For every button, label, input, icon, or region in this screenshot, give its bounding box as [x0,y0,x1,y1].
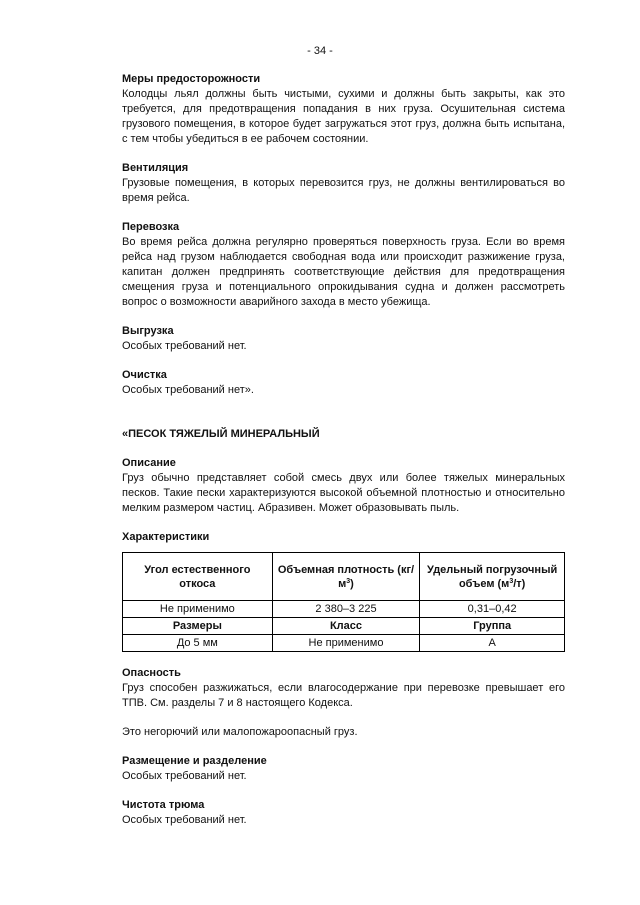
hold-cleanliness-text: Особых требований нет. [122,814,247,826]
description-heading: Описание [122,457,176,469]
stowage-heading: Размещение и разделение [122,755,267,767]
characteristics-table [122,552,565,652]
hazard-text: Груз способен разжижаться, если влагосодержание при перевозке превышает его ТПВ. См. разделы 7 и 8 настоящего Кодекса. [122,682,565,709]
precautions-text: Колодцы льял должны быть чистыми, сухими и должны быть закрыты, как это требуется, для предотвращения попадания в них груза. Осушительная система грузового помещения, в которое будет загружаться этот груз, должна быть испытана, с тем чтобы убедиться в ее рабочем состоянии. [122,88,565,145]
table-cell: A [420,635,565,652]
description-text: Груз обычно представляет собой смесь двух или более тяжелых минеральных песков. Такие пески характеризуются высокой объемной плотностью и относительно мелким размером частиц. Абразивен. Может образовывать пыль. [122,472,565,514]
subheader-size: Размеры [123,618,273,635]
page-number: - 34 - [307,45,333,57]
header-stowage-factor: Удельный погрузочный объем $(м^3/т)$ [420,553,565,601]
table-header-row [123,553,565,601]
table-row [123,601,565,618]
cargo-title: «ПЕСОК ТЯЖЕЛЫЙ МИНЕРАЛЬНЫЙ [122,428,320,440]
table-cell: Не применимо [272,635,420,652]
hold-cleanliness-heading: Чистота трюма [122,799,205,811]
ventilation-heading: Вентиляция [122,162,189,174]
clean-up-heading: Очистка [122,369,167,381]
table-cell: 0,31–0,42 [420,601,565,618]
clean-up-text: Особых требований нет». [122,384,254,396]
page-content [122,72,565,828]
header-bulk-density: Объемная плотность $(кг/м^3)$ [272,553,420,601]
table-cell: 2 380–3 225 [272,601,420,618]
subheader-class: Класс [272,618,420,635]
characteristics-heading: Характеристики [122,531,210,543]
table-cell: Не применимо [123,601,273,618]
subheader-group: Группа [420,618,565,635]
discharge-text: Особых требований нет. [122,340,247,352]
carriage-text: Во время рейса должна регулярно проверяться поверхность груза. Если во время рейса над грузом наблюдается свободная вода или происходит разжижение груза, капитан должен предпринять соответствующие действия для предотвращения смещения груза и потенциального опрокидывания судна и должен рассмотреть вопрос о возможности аварийного захода в место убежища. [122,236,565,308]
hazard-text-2: Это негорючий или малопожароопасный груз. [122,726,358,738]
precautions-heading: Меры предосторожности [122,73,261,85]
table-subheader-row [123,618,565,635]
hazard-heading: Опасность [122,667,181,679]
ventilation-text: Грузовые помещения, в которых перевозится груз, не должны вентилироваться во время рейса. [122,177,565,204]
table-cell: До 5 мм [123,635,273,652]
table-row [123,635,565,652]
discharge-heading: Выгрузка [122,325,174,337]
header-angle-of-repose: Угол естественного откоса [123,553,273,601]
stowage-text: Особых требований нет. [122,770,247,782]
carriage-heading: Перевозка [122,221,180,233]
